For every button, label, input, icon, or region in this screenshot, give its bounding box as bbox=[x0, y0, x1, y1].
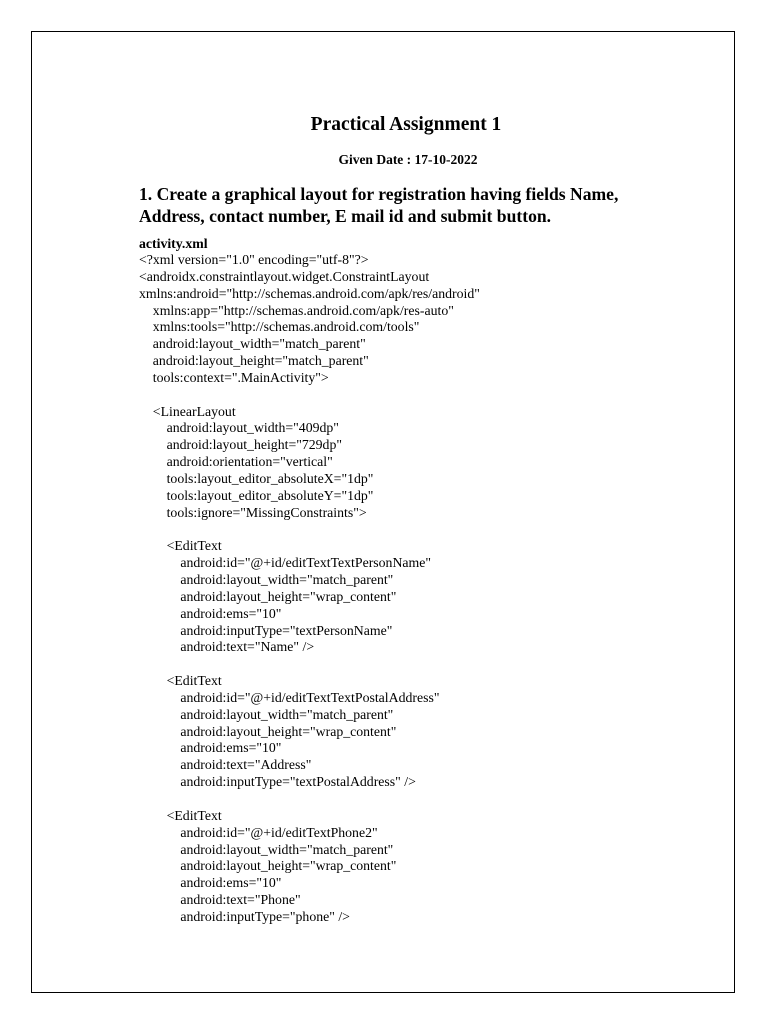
code-line: <EditText bbox=[139, 673, 222, 689]
given-date: Given Date : 17-10-2022 bbox=[338, 152, 478, 167]
code-line: tools:layout_editor_absoluteX="1dp" bbox=[139, 470, 374, 486]
code-line bbox=[139, 791, 719, 808]
code-line: android:layout_width="match_parent" bbox=[139, 841, 394, 857]
code-line: <LinearLayout bbox=[139, 403, 236, 419]
code-line: android:layout_width="409dp" bbox=[139, 420, 339, 436]
code-line: android:ems="10" bbox=[139, 740, 282, 756]
code-line: android:inputType="phone" /> bbox=[139, 908, 350, 924]
code-line: <?xml version="1.0" encoding="utf-8"?> bbox=[139, 252, 369, 267]
code-line: tools:context=".MainActivity"> bbox=[139, 369, 329, 385]
question-line: 1. Create a graphical layout for registration having fields Name, bbox=[139, 184, 619, 204]
code-line: android:layout_width="match_parent" bbox=[139, 706, 394, 722]
code-line: android:id="@+id/editTextTextPostalAddress" bbox=[139, 689, 440, 705]
code-line: xmlns:android="http://schemas.android.com/apk/res/android" bbox=[139, 285, 480, 301]
code-line: android:layout_height="wrap_content" bbox=[139, 723, 397, 739]
code-line: <EditText bbox=[139, 807, 222, 823]
code-line: android:text="Address" bbox=[139, 757, 312, 773]
code-line: android:inputType="textPostalAddress" /> bbox=[139, 774, 416, 790]
code-line: <androidx.constraintlayout.widget.ConstraintLayout bbox=[139, 268, 430, 284]
file-label: activity.xml bbox=[139, 236, 208, 251]
question-line: Address, contact number, E mail id and submit button. bbox=[139, 206, 552, 226]
code-line bbox=[139, 656, 719, 673]
code-line: android:ems="10" bbox=[139, 605, 282, 621]
code-line: android:inputType="textPersonName" bbox=[139, 622, 393, 638]
code-line: android:layout_height="729dp" bbox=[139, 437, 342, 453]
code-line bbox=[139, 522, 719, 539]
code-line: android:layout_width="match_parent" bbox=[139, 336, 366, 352]
code-line: android:layout_width="match_parent" bbox=[139, 572, 394, 588]
code-line: android:layout_height="match_parent" bbox=[139, 353, 369, 369]
question-heading bbox=[139, 183, 699, 227]
code-line bbox=[139, 387, 719, 404]
page-title: Practical Assignment 1 bbox=[310, 114, 502, 135]
code-line: tools:layout_editor_absoluteY="1dp" bbox=[139, 487, 374, 503]
code-block bbox=[139, 252, 719, 926]
code-line: xmlns:tools="http://schemas.android.com/tools" bbox=[139, 319, 420, 335]
code-line: android:orientation="vertical" bbox=[139, 454, 333, 470]
code-line: android:text="Phone" bbox=[139, 892, 301, 908]
code-line: android:text="Name" /> bbox=[139, 639, 315, 655]
code-line: <EditText bbox=[139, 538, 222, 554]
code-line: xmlns:app="http://schemas.android.com/apk/res-auto" bbox=[139, 302, 454, 318]
code-line: android:id="@+id/editTextTextPersonName" bbox=[139, 555, 432, 571]
code-line: android:layout_height="wrap_content" bbox=[139, 588, 397, 604]
code-line: android:layout_height="wrap_content" bbox=[139, 858, 397, 874]
code-line: android:ems="10" bbox=[139, 875, 282, 891]
code-line: android:id="@+id/editTextPhone2" bbox=[139, 824, 378, 840]
code-line: tools:ignore="MissingConstraints"> bbox=[139, 504, 367, 520]
